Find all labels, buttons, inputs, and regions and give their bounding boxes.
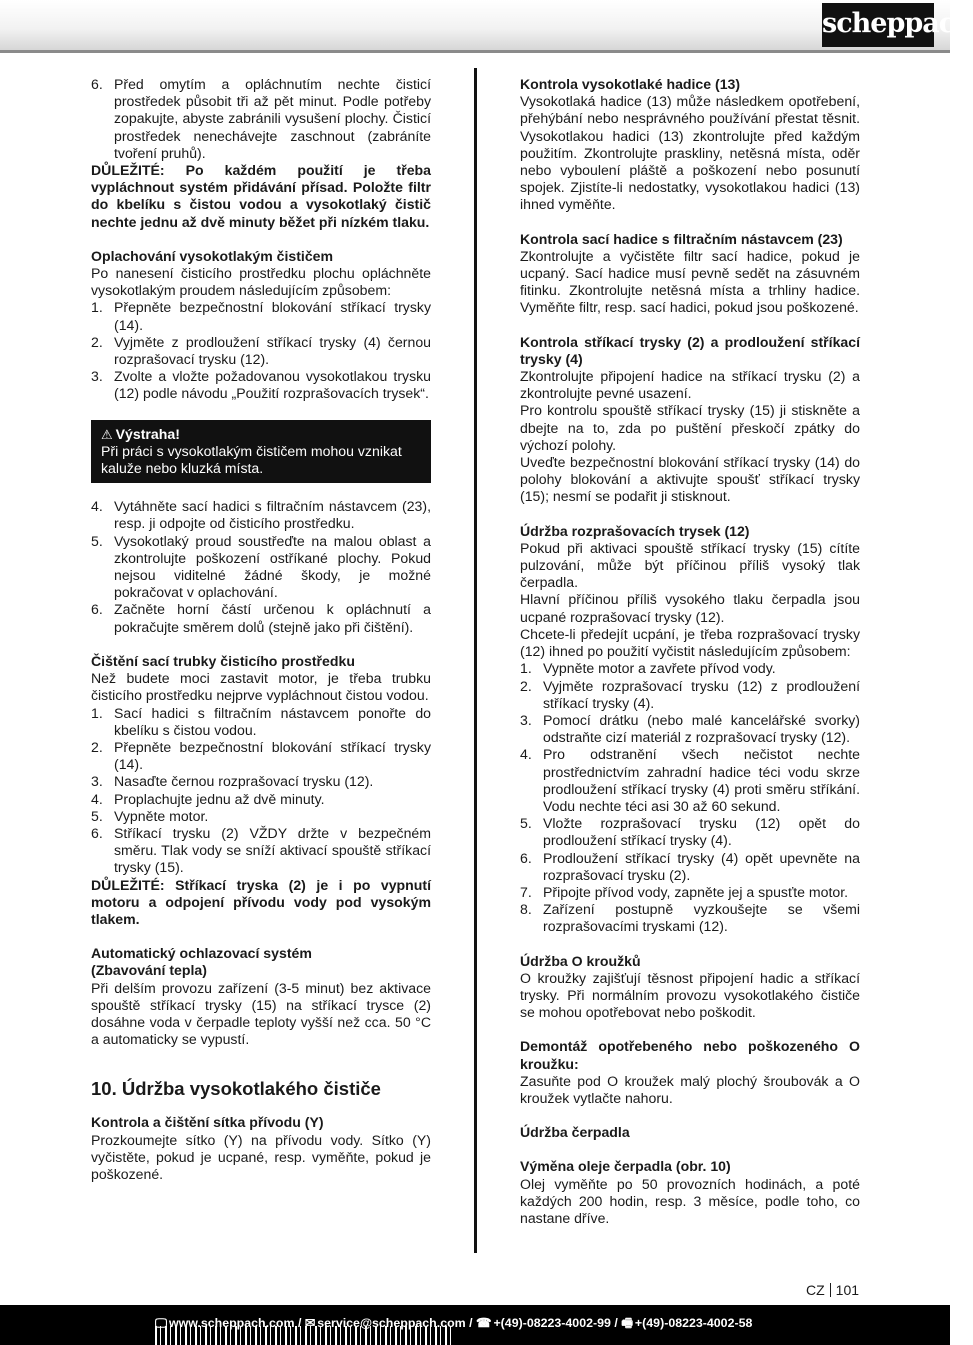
list-item: 5. Vypněte motor. bbox=[91, 807, 209, 824]
list-item: 3. Zvolte a vložte požadovanou vysokotlakou trysku (12) podle návodu „Použití rozprašovacích trysek“. bbox=[91, 368, 431, 402]
left-column bbox=[91, 76, 431, 1183]
footer-website: www.scheppach.com bbox=[168, 1316, 295, 1330]
list-item: 5. Vysokotlaký proud soustřeďte na malou oblast a zkontrolujte poškození ostříkané plochy. Pokud nejsou viditelné žádné škody, je možné pokračovat v oplachování. bbox=[91, 532, 431, 601]
list-item: 2. Vyjměte rozprašovací trysku (12) z prodloužení stříkací trysky (4). bbox=[520, 677, 860, 711]
list-item: 1. Přepněte bezpečnostní blokování stříkací trysky (14). bbox=[91, 299, 431, 333]
spray-nozzle-text-2: Hlavní příčinou příliš vysokého tlaku čerpadla jsou ucpané rozprašovací trysky (12). bbox=[520, 591, 860, 625]
footer-fax: +(49)-08223-4002-58 bbox=[634, 1316, 753, 1330]
list-item: 6. Před omytím a opláchnutím nechte čisticí prostředek působit tři až pět minut. Podle potřeby zopakujte, abyste zabránili vysušení plochy. Čisticí prostředek nenechávejte zaschnout (zabráníte tvoření pruhů). bbox=[91, 76, 431, 161]
suction-hose-heading: Kontrola sací hadice s filtračním nástavcem (23) bbox=[520, 230, 843, 247]
header-rule bbox=[0, 50, 950, 53]
language-code: CZ bbox=[806, 1282, 825, 1298]
fax-icon: 🖷 bbox=[621, 1316, 633, 1330]
oil-change-text: Olej vyměňte po 50 provozních hodinách, a poté každých 200 hodin, resp. 3 měsíce, podle toho, co nastane dříve. bbox=[520, 1175, 860, 1226]
list-item: 1. Vypněte motor a zavřete přívod vody. bbox=[520, 660, 776, 677]
footer-phone: +(49)-08223-4002-99 bbox=[493, 1316, 611, 1330]
list-item: 1. Sací hadici s filtračním nástavcem ponořte do kbelíku s čistou vodou. bbox=[91, 704, 431, 738]
auto-cooling-subheading: (Zbavování tepla) bbox=[91, 962, 207, 979]
header-band bbox=[0, 0, 950, 52]
warning-box bbox=[91, 420, 431, 484]
column-divider bbox=[474, 68, 477, 1253]
oring-heading: Údržba O kroužků bbox=[520, 952, 641, 969]
monitor-icon: 🖵 bbox=[155, 1316, 167, 1330]
nozzle-check-heading: Kontrola stříkací trysky (2) a prodloužení stříkací trysky (4) bbox=[520, 333, 860, 367]
cleaning-steps-continued bbox=[91, 76, 431, 162]
list-item: 2. Přepněte bezpečnostní blokování stříkací trysky (14). bbox=[91, 738, 431, 773]
hose-check-text: Vysokotlaká hadice (13) může následkem opotřebení, přehýbání nebo nesprávného používání přestat těsnit. Vysokotlakou hadici (13) zkontrolujte před každým použitím. Zkontrolujte praskliny, netěsná místa, oděr nebo vyboulení pláště a poškození nebo posunutí spojek. Zjistíte-li nedostatky, vysokotlakou hadici (13) ihned vyměňte. bbox=[520, 93, 860, 213]
nozzle-check-text-1: Zkontrolujte připojení hadice na stříkací trysku (2) a zkontrolujte pevné usazení. bbox=[520, 368, 860, 402]
important-note-additive: DŮLEŽITÉ: Po každém použití je třeba vypláchnout systém přidávání přísad. Položte filtr do kbelíku s čistou vodou a vysokotlaký čistič nechte jednu až dvě minuty běžet při nízkém tlaku. bbox=[91, 162, 431, 230]
warning-triangle-icon: ⚠ bbox=[101, 426, 113, 442]
brand-logo: scheppach bbox=[822, 3, 934, 47]
rinse-intro: Po nanesení čisticího prostředku plochu opláchněte vysokotlakým proudem následujícím způsobem: bbox=[91, 265, 431, 299]
rinse-heading: Oplachování vysokotlakým čističem bbox=[91, 247, 334, 264]
hose-check-heading: Kontrola vysokotlaké hadice (13) bbox=[520, 76, 741, 92]
spray-nozzle-text-3: Chcete-li předejít ucpání, je třeba rozprašovací trysky (12) ihned po použití vyčistit následujícím způsobem: bbox=[520, 625, 860, 660]
oil-change-heading: Výměna oleje čerpadla (obr. 10) bbox=[520, 1158, 731, 1175]
nozzle-check-text-2: Pro kontrolu spouště stříkací trysky (15) ji stiskněte a dbejte na to, zda po puštění přeskočí zpátky do výchozí polohy. bbox=[520, 402, 860, 453]
section-title: 10. Údržba vysokotlakého čističe bbox=[91, 1078, 381, 1100]
footer-email: service@scheppach.com bbox=[317, 1316, 466, 1330]
page-number-value: 101 bbox=[835, 1282, 860, 1298]
auto-cooling-heading: Automatický ochlazovací systém bbox=[91, 945, 312, 962]
important-note-pressure: DŮLEŽITÉ: Stříkací tryska (2) je i po vypnutí motoru a odpojení přívodu vody pod vysokým tlakem. bbox=[91, 876, 431, 927]
tube-cleaning-intro: Než budete moci zastavit motor, je třeba trubku čisticího prostředku nejprve vypláchnout čistou vodou. bbox=[91, 670, 431, 704]
tube-cleaning-heading: Čištění sací trubky čisticího prostředku bbox=[91, 652, 355, 669]
list-item: 7. Připojte přívod vody, zapněte jej a spusťte motor. bbox=[520, 883, 849, 900]
spray-nozzle-text-1: Pokud při aktivaci spouště stříkací trysky (15) cítíte pulzování, může být příčinou příliš vysoký tlak čerpadla. bbox=[520, 539, 860, 591]
phone-icon: ☎ bbox=[476, 1316, 492, 1330]
page-number bbox=[806, 1282, 859, 1298]
rinse-steps-continued bbox=[91, 498, 431, 636]
pump-heading: Údržba čerpadla bbox=[520, 1124, 630, 1141]
nozzle-check-text-3: Uveďte bezpečnostní blokování stříkací trysky (14) do polohy blokování a aktivujte spoušť stříkací trysky (15); nesmí se podařit ji stisknout. bbox=[520, 454, 860, 505]
sieve-text: Prozkoumejte sítko (Y) na přívodu vody. Sítko (Y) vyčistěte, pokud je ucpané, resp. vyměňte, pokud je poškozené. bbox=[91, 1131, 431, 1182]
suction-hose-text: Zkontrolujte a vyčistěte filtr sací hadice, pokud je ucpaný. Sací hadice musí pevně sedět na zásuvném fitinku. Zkontrolujte netěsná místa a trhliny hadice. Vyměňte filtr, resp. sací hadici, pokud jsou poškozené. bbox=[520, 247, 860, 316]
footer-contacts: 🖵 www.scheppach.com / ✉ service@scheppach.com / ☎ +(49)-08223-4002-99 / 🖷 +(49)-08223-4002-58 bbox=[155, 1314, 855, 1335]
list-item: 4. Vytáhněte sací hadici s filtračním nástavcem (23), resp. ji odpojte od čisticího prostředku. bbox=[91, 498, 431, 532]
auto-cooling-text: Při delším provozu zařízení (3-5 minut) bez aktivace spouště stříkací trysky (15) na stříkací trysce (2) dosáhne voda v čerpadle teploty vyšší než cca. 50 °C a automaticky se vypustí. bbox=[91, 979, 431, 1048]
warning-text: Při práci s vysokotlakým čističem mohou vznikat kaluže nebo kluzká místa. bbox=[101, 442, 402, 477]
list-item: 6. Stříkací trysku (2) VŽDY držte v bezpečném směru. Tlak vody se sníží aktivací spouště stříkací trysky (15). bbox=[91, 824, 431, 876]
list-item: 6. Prodloužení stříkací trysky (4) opět upevněte na rozprašovací trysku (2). bbox=[520, 849, 860, 883]
list-item: 4. Proplachujte jednu až dvě minuty. bbox=[91, 790, 325, 807]
tube-cleaning-steps bbox=[91, 705, 431, 877]
rinse-steps bbox=[91, 299, 431, 402]
list-item: 4. Pro odstranění všech nečistot nechte prostřednictvím zahradní hadice téci vodu skrze prodloužení stříkací trysky (4) proti směru stříkání. Vodu nechte téci asi 30 až 60 sekund. bbox=[520, 746, 860, 814]
right-column bbox=[520, 76, 860, 1227]
list-item: 8. Zařízení postupně vyzkoušejte se všemi rozprašovacími tryskami (12). bbox=[520, 901, 860, 935]
list-item: 6. Začněte horní částí určenou k opláchnutí a pokračujte směrem dolů (stejně jako při čištění). bbox=[91, 601, 431, 635]
spray-nozzle-heading: Údržba rozprašovacích trysek (12) bbox=[520, 522, 750, 539]
oring-dismantle-text: Zasuňte pod O kroužek malý plochý šroubovák a O kroužek vytlačte nahoru. bbox=[520, 1072, 860, 1106]
list-item: 3. Pomocí drátku (nebo malé kancelářské svorky) odstraňte cizí materiál z rozprašovací trysky (12). bbox=[520, 711, 860, 746]
list-item: 3. Nasaďte černou rozprašovací trysku (12). bbox=[91, 773, 374, 790]
list-item: 2. Vyjměte z prodloužení stříkací trysky (4) černou rozprašovací trysku (12). bbox=[91, 333, 431, 368]
mail-icon: ✉ bbox=[304, 1316, 316, 1330]
oring-dismantle-heading: Demontáž opotřebeného nebo poškozeného O kroužku: bbox=[520, 1038, 860, 1072]
warning-title: Výstraha! bbox=[115, 425, 180, 442]
oring-text: O kroužky zajišťují těsnost připojení hadic a stříkací trysky. Při normálním provozu vysokotlakého čističe se mohou opotřebovat nebo poškodit. bbox=[520, 969, 860, 1021]
sieve-heading: Kontrola a čištění sítka přívodu (Y) bbox=[91, 1114, 324, 1131]
spray-nozzle-steps bbox=[520, 660, 860, 935]
list-item: 5. Vložte rozprašovací trysku (12) opět do prodloužení stříkací trysky (4). bbox=[520, 815, 860, 849]
